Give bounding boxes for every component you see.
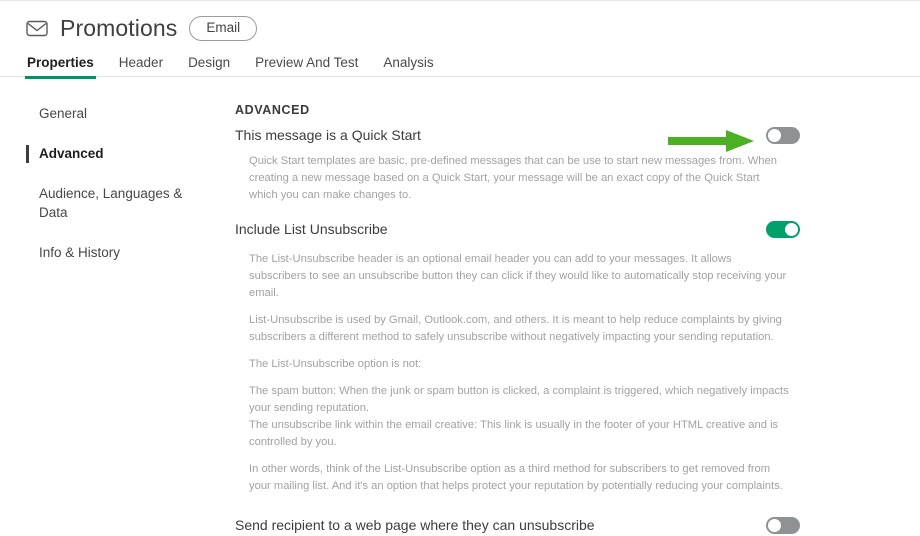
page-title: Promotions (60, 15, 178, 41)
send-to-web-page-toggle[interactable] (766, 517, 800, 534)
page-body (0, 77, 920, 536)
help-paragraph: In other words, think of the List-Unsubscribe option as a third method for subscribers to get removed from your mailing list. And it's an option that helps protect your reputation by potentially reducing your complaints. (249, 463, 783, 493)
page-header (0, 1, 920, 77)
tab-preview-and-test[interactable]: Preview And Test (255, 55, 359, 70)
channel-pill[interactable]: Email (189, 16, 257, 42)
sidebar-item-info-history[interactable]: Info & History (39, 244, 121, 260)
setting-row (235, 124, 800, 146)
sidebar-item-advanced[interactable]: Advanced (26, 145, 209, 163)
tab-bar (26, 55, 920, 78)
setting-quick-start (235, 124, 800, 204)
toggle-knob (768, 129, 781, 142)
envelope-icon (26, 20, 48, 37)
help-paragraph: List-Unsubscribe is used by Gmail, Outlook.com, and others. It is meant to help reduce complaints by giving subscribers a different method to safely unsubscribe without negatively impacting your sending reputation. (249, 314, 782, 344)
section-label-advanced: ADVANCED (235, 103, 310, 117)
tab-design[interactable]: Design (188, 55, 231, 70)
list-unsubscribe-help (249, 251, 789, 495)
help-paragraph: The unsubscribe link within the email creative: This link is usually in the footer of your HTML creative and is controlled by you. (249, 419, 779, 449)
list-unsubscribe-label: Include List Unsubscribe (235, 221, 388, 238)
tab-header[interactable]: Header (118, 55, 164, 70)
toggle-knob (785, 223, 798, 236)
sidebar (0, 77, 215, 536)
setting-send-to-web-page (235, 514, 800, 536)
help-paragraph: Quick Start templates are basic, pre-defined messages that can be use to start new messages from. When creating a new message based on a Quick Start, your message will be an exact copy of the Quick Start which you can make changes to. (249, 155, 777, 202)
sidebar-item-audience-languages-data[interactable]: Audience, Languages & Data (39, 186, 183, 220)
help-paragraph: The List-Unsubscribe header is an optional email header you can add to your messages. It allows subscribers to see an unsubscribe button they can click if they would like to automatically stop receiving your email. (249, 253, 787, 300)
help-paragraph: The List-Unsubscribe option is not: (249, 358, 422, 371)
list-unsubscribe-toggle[interactable] (766, 221, 800, 238)
quick-start-help (249, 153, 789, 204)
setting-list-unsubscribe (235, 218, 800, 495)
toggle-knob (768, 519, 781, 532)
tab-properties[interactable]: Properties (27, 55, 94, 78)
settings-panel (215, 77, 920, 536)
tab-analysis[interactable]: Analysis (383, 55, 434, 70)
sidebar-item-general[interactable]: General (39, 106, 88, 121)
send-to-web-page-label: Send recipient to a web page where they can unsubscribe (235, 517, 595, 534)
quick-start-toggle[interactable] (766, 127, 800, 144)
quick-start-label: This message is a Quick Start (235, 127, 421, 143)
setting-row (235, 218, 800, 240)
setting-row (235, 514, 800, 536)
title-row (26, 15, 920, 42)
help-paragraph: The spam button: When the junk or spam button is clicked, a complaint is triggered, which negatively impacts your sending reputation. (249, 385, 789, 415)
